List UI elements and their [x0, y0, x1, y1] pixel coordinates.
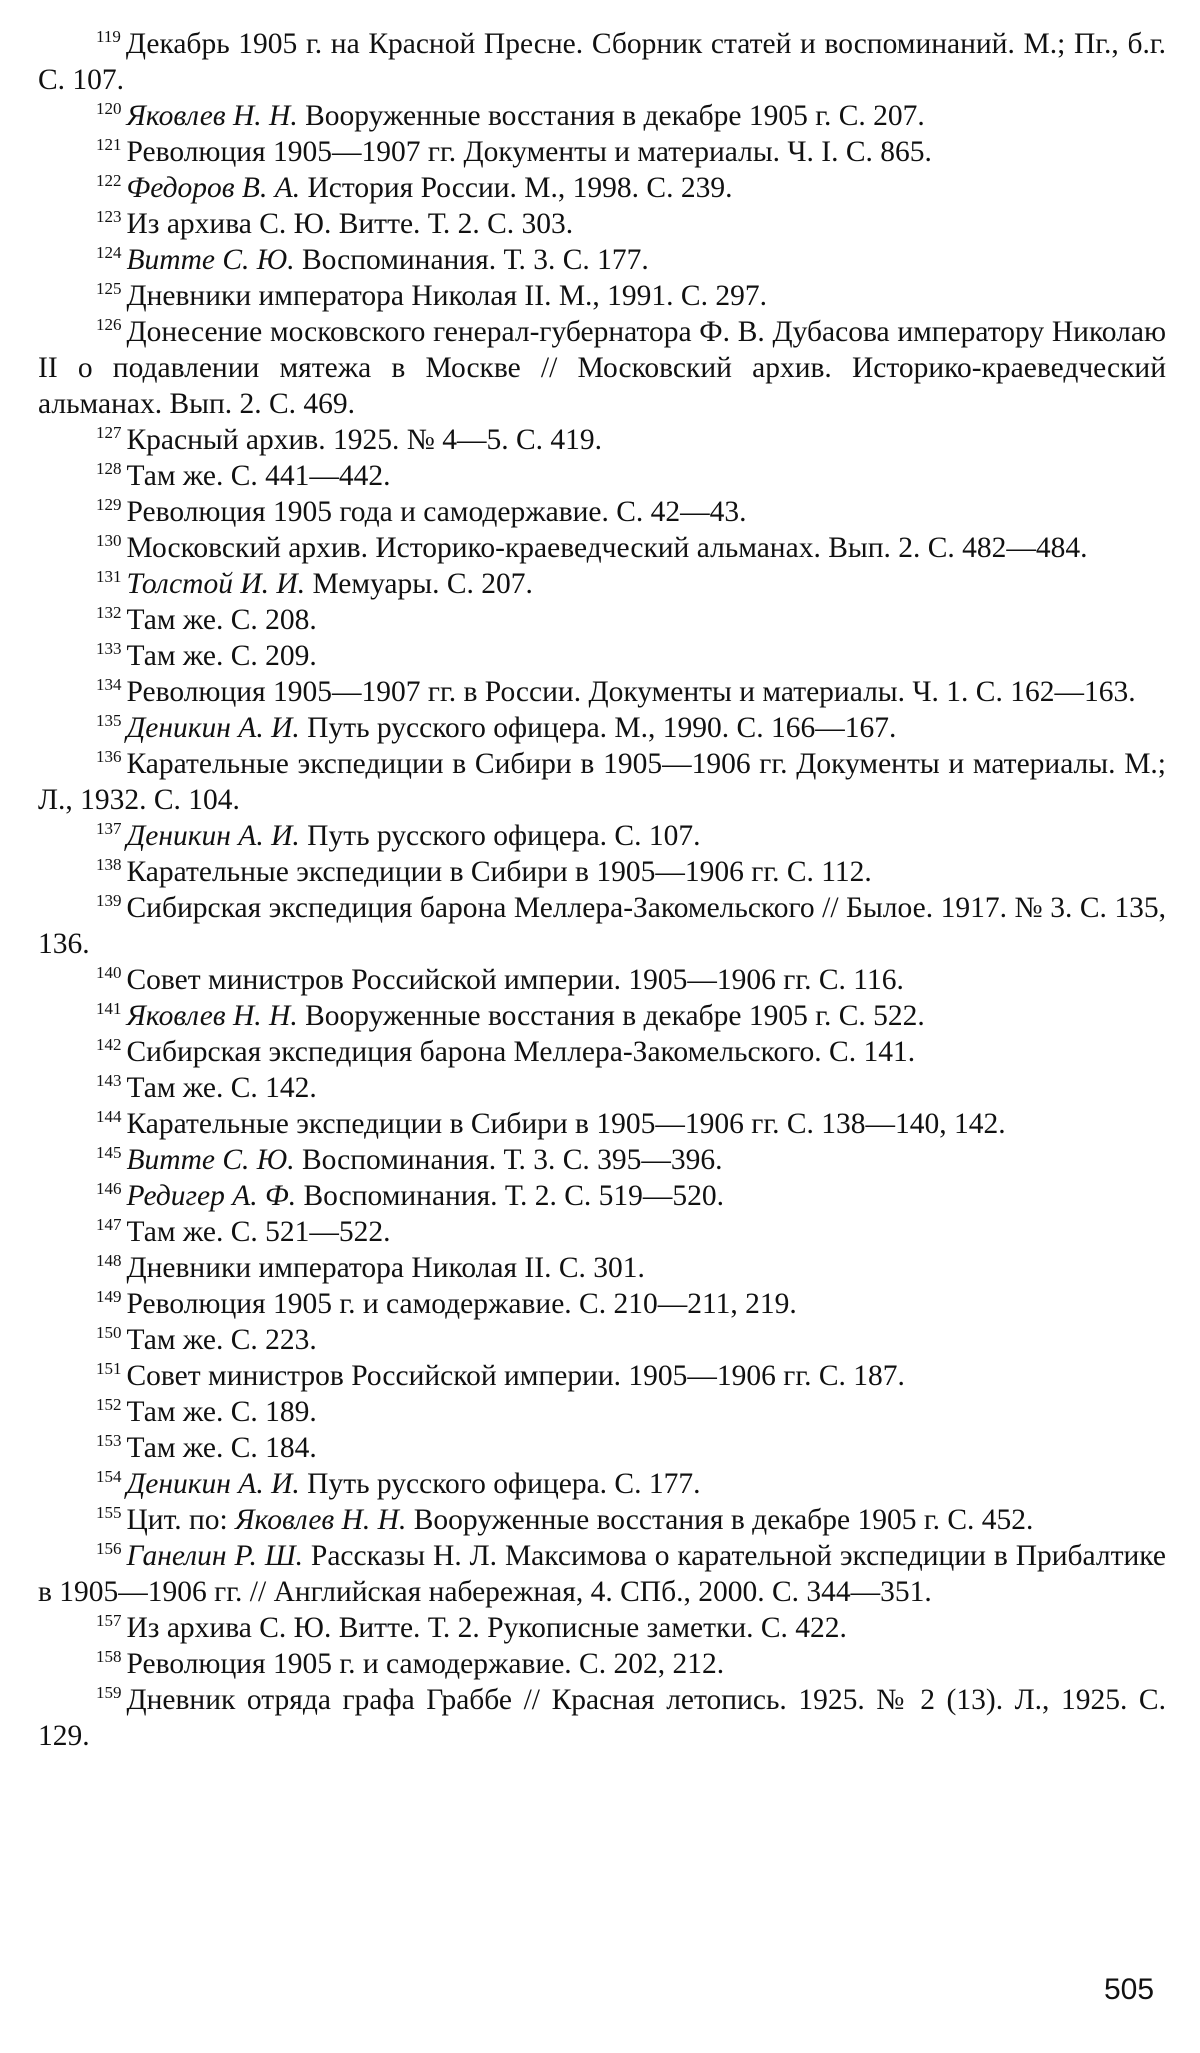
footnote-text: Дневники императора Николая II. М., 1991. С. 297.: [126, 280, 767, 312]
footnote-120: [38, 98, 1166, 134]
footnote-156: [38, 1538, 1166, 1610]
footnote-149: [38, 1286, 1166, 1322]
footnote-text: Из архива С. Ю. Витте. Т. 2. С. 303.: [126, 208, 574, 240]
footnote-number: 145: [96, 1143, 122, 1162]
footnote-text: Революция 1905—1907 гг. Документы и материалы. Ч. I. С. 865.: [126, 136, 932, 168]
footnote-text: Московский архив. Историко-краеведческий альманах. Вып. 2. С. 482—484.: [126, 532, 1088, 564]
footnote-152: [38, 1394, 1166, 1430]
footnote-number: 158: [96, 1647, 122, 1666]
footnote-number: 147: [96, 1215, 122, 1234]
footnote-text: Рассказы Н. Л. Максимова о карательной экспедиции в Прибалтике в 1905—1906 гг. // Английская набережная, 4. СПб., 2000. С. 344—351.: [38, 1540, 1166, 1608]
footnote-text: Карательные экспедиции в Сибири в 1905—1906 гг. С. 138—140, 142.: [126, 1108, 1006, 1140]
footnote-155: [38, 1502, 1166, 1538]
footnote-number: 126: [96, 315, 122, 334]
footnote-number: 119: [96, 27, 121, 46]
footnote-author: Витте С. Ю.: [126, 244, 295, 276]
footnote-prefix: Цит. по:: [126, 1504, 236, 1536]
footnote-text: Сибирская экспедиция барона Меллера-Закомельского // Былое. 1917. № 3. С. 135, 136.: [38, 892, 1166, 960]
footnote-154: [38, 1466, 1166, 1502]
footnote-number: 153: [96, 1431, 122, 1450]
footnote-text: История России. М., 1998. С. 239.: [300, 172, 733, 204]
footnote-number: 144: [96, 1107, 122, 1126]
footnote-number: 131: [96, 567, 122, 586]
footnote-number: 154: [96, 1467, 122, 1486]
footnote-139: [38, 890, 1166, 962]
footnote-140: [38, 962, 1166, 998]
footnote-text: Путь русского офицера. М., 1990. С. 166—167.: [299, 712, 897, 744]
footnote-text: Революция 1905 г. и самодержавие. С. 202, 212.: [126, 1648, 725, 1680]
footnote-121: [38, 134, 1166, 170]
footnote-129: [38, 494, 1166, 530]
footnote-text: Путь русского офицера. С. 107.: [299, 820, 701, 852]
footnote-text: Там же. С. 521—522.: [126, 1216, 391, 1248]
footnote-text: Там же. С. 208.: [126, 604, 317, 636]
footnote-141: [38, 998, 1166, 1034]
footnote-text: Карательные экспедиции в Сибири в 1905—1906 гг. Документы и материалы. М.; Л., 1932. С. 104.: [38, 748, 1166, 816]
footnote-author: Деникин А. И.: [126, 712, 300, 744]
footnote-number: 151: [96, 1359, 122, 1378]
footnote-author: Редигер А. Ф.: [126, 1180, 297, 1212]
footnote-text: Из архива С. Ю. Витте. Т. 2. Рукописные заметки. С. 422.: [126, 1612, 847, 1644]
footnote-text: Там же. С. 223.: [126, 1324, 317, 1356]
footnote-123: [38, 206, 1166, 242]
footnote-158: [38, 1646, 1166, 1682]
footnote-number: 135: [96, 711, 122, 730]
footnote-130: [38, 530, 1166, 566]
footnotes-list: [38, 26, 1166, 1754]
footnote-number: 121: [96, 135, 122, 154]
footnote-119: [38, 26, 1166, 98]
footnote-number: 129: [96, 495, 122, 514]
footnote-text: Совет министров Российской империи. 1905—1906 гг. С. 116.: [126, 964, 904, 996]
footnote-148: [38, 1250, 1166, 1286]
footnote-number: 139: [96, 891, 122, 910]
footnote-text: Там же. С. 184.: [126, 1432, 317, 1464]
footnote-134: [38, 674, 1166, 710]
footnote-number: 143: [96, 1071, 122, 1090]
footnote-author: Толстой И. И.: [126, 568, 306, 600]
footnote-number: 159: [96, 1683, 122, 1702]
footnote-145: [38, 1142, 1166, 1178]
footnote-number: 155: [96, 1503, 122, 1522]
footnote-text: Вооруженные восстания в декабре 1905 г. С. 452.: [406, 1504, 1034, 1536]
footnote-text: Путь русского офицера. С. 177.: [299, 1468, 701, 1500]
footnote-number: 125: [96, 279, 122, 298]
footnote-137: [38, 818, 1166, 854]
footnote-number: 132: [96, 603, 122, 622]
footnote-text: Революция 1905 г. и самодержавие. С. 210—211, 219.: [126, 1288, 797, 1320]
footnote-text: Там же. С. 441—442.: [126, 460, 391, 492]
footnote-text: Донесение московского генерал-губернатора Ф. В. Дубасова императору Николаю II о подавлении мятежа в Москве // Московский архив. Историко-краеведческий альманах. Вып. 2. С. 469.: [38, 316, 1166, 420]
footnote-text: Сибирская экспедиция барона Меллера-Закомельского. С. 141.: [126, 1036, 916, 1068]
footnote-text: Красный архив. 1925. № 4—5. С. 419.: [126, 424, 603, 456]
footnote-text: Вооруженные восстания в декабре 1905 г. С. 207.: [297, 100, 925, 132]
footnote-number: 130: [96, 531, 122, 550]
footnote-text: Там же. С. 142.: [126, 1072, 317, 1104]
footnote-150: [38, 1322, 1166, 1358]
footnote-text: Совет министров Российской империи. 1905—1906 гг. С. 187.: [126, 1360, 905, 1392]
footnote-157: [38, 1610, 1166, 1646]
footnote-text: Воспоминания. Т. 3. С. 177.: [294, 244, 649, 276]
footnote-author: Витте С. Ю.: [126, 1144, 295, 1176]
footnote-number: 133: [96, 639, 122, 658]
footnote-126: [38, 314, 1166, 422]
footnote-text: Дневники императора Николая II. С. 301.: [126, 1252, 645, 1284]
footnote-text: Дневник отряда графа Граббе // Красная летопись. 1925. № 2 (13). Л., 1925. С. 129.: [38, 1684, 1166, 1752]
footnote-author: Яковлев Н. Н.: [235, 1504, 407, 1536]
footnote-number: 136: [96, 747, 122, 766]
footnote-number: 156: [96, 1539, 122, 1558]
footnote-146: [38, 1178, 1166, 1214]
footnote-124: [38, 242, 1166, 278]
footnote-text: Революция 1905 года и самодержавие. С. 42—43.: [126, 496, 747, 528]
footnote-text: Воспоминания. Т. 3. С. 395—396.: [294, 1144, 723, 1176]
footnote-number: 157: [96, 1611, 122, 1630]
footnote-132: [38, 602, 1166, 638]
footnote-number: 123: [96, 207, 122, 226]
page-number: 505: [1104, 1973, 1155, 2006]
footnote-number: 152: [96, 1395, 122, 1414]
footnote-151: [38, 1358, 1166, 1394]
footnote-text: Там же. С. 209.: [126, 640, 317, 672]
footnote-number: 128: [96, 459, 122, 478]
footnote-number: 142: [96, 1035, 122, 1054]
footnote-text: Революция 1905—1907 гг. в России. Документы и материалы. Ч. 1. С. 162—163.: [126, 676, 1136, 708]
footnote-153: [38, 1430, 1166, 1466]
footnote-127: [38, 422, 1166, 458]
footnote-text: Вооруженные восстания в декабре 1905 г. С. 522.: [297, 1000, 925, 1032]
footnote-number: 148: [96, 1251, 122, 1270]
footnote-number: 134: [96, 675, 122, 694]
footnote-125: [38, 278, 1166, 314]
footnote-number: 138: [96, 855, 122, 874]
footnote-text: Карательные экспедиции в Сибири в 1905—1906 гг. С. 112.: [126, 856, 872, 888]
footnote-number: 127: [96, 423, 122, 442]
footnote-text: Воспоминания. Т. 2. С. 519—520.: [296, 1180, 725, 1212]
footnote-143: [38, 1070, 1166, 1106]
footnote-text: Декабрь 1905 г. на Красной Пресне. Сборник статей и воспоминаний. М.; Пг., б.г. С. 107.: [38, 28, 1166, 96]
footnote-number: 122: [96, 171, 122, 190]
footnote-138: [38, 854, 1166, 890]
footnote-159: [38, 1682, 1166, 1754]
footnote-author: Ганелин Р. Ш.: [126, 1540, 303, 1572]
footnote-author: Яковлев Н. Н.: [126, 1000, 298, 1032]
footnote-number: 140: [96, 963, 122, 982]
footnote-text: Мемуары. С. 207.: [305, 568, 533, 600]
footnote-number: 150: [96, 1323, 122, 1342]
footnote-135: [38, 710, 1166, 746]
footnote-122: [38, 170, 1166, 206]
footnote-number: 146: [96, 1179, 122, 1198]
footnote-author: Деникин А. И.: [126, 820, 300, 852]
footnote-text: Там же. С. 189.: [126, 1396, 317, 1428]
footnote-133: [38, 638, 1166, 674]
footnote-136: [38, 746, 1166, 818]
footnote-131: [38, 566, 1166, 602]
footnote-author: Деникин А. И.: [126, 1468, 300, 1500]
footnote-number: 124: [96, 243, 122, 262]
footnote-number: 141: [96, 999, 122, 1018]
footnote-number: 120: [96, 99, 122, 118]
footnote-number: 137: [96, 819, 122, 838]
footnote-number: 149: [96, 1287, 122, 1306]
footnote-147: [38, 1214, 1166, 1250]
footnote-128: [38, 458, 1166, 494]
footnote-144: [38, 1106, 1166, 1142]
footnote-author: Яковлев Н. Н.: [126, 100, 298, 132]
footnote-142: [38, 1034, 1166, 1070]
footnote-author: Федоров В. А.: [126, 172, 301, 204]
